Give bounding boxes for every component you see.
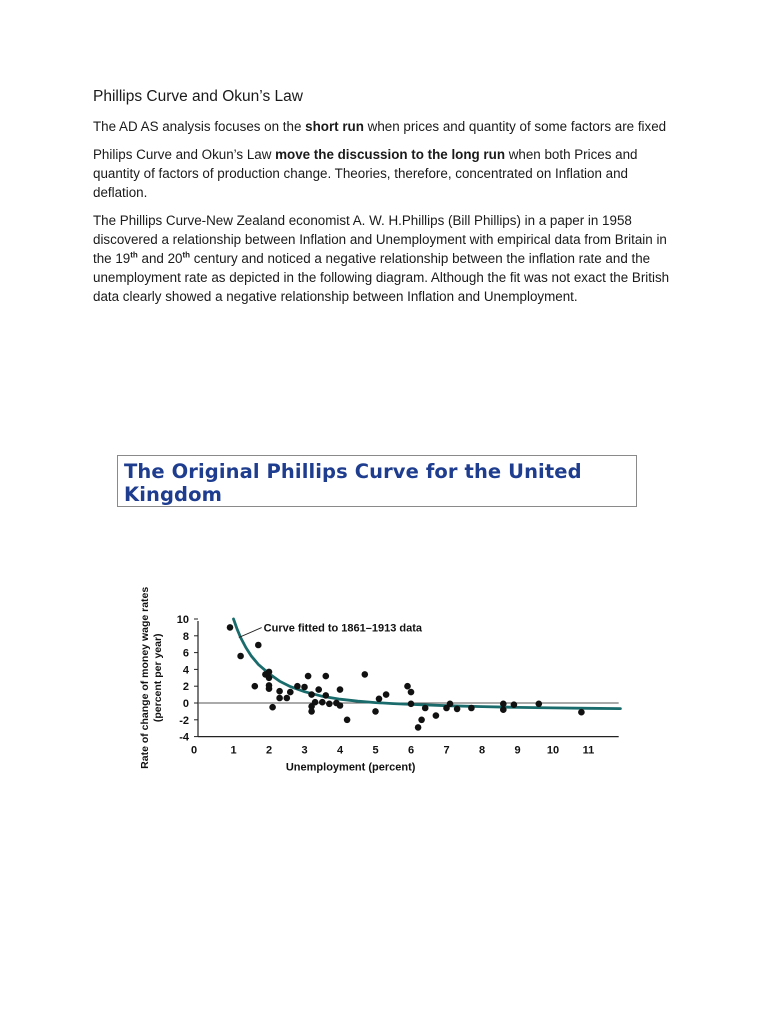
data-point-46 bbox=[500, 706, 507, 713]
x-tick-label-4: 4 bbox=[336, 744, 344, 757]
x-tick-label-3: 3 bbox=[301, 744, 308, 757]
data-point-42 bbox=[447, 701, 454, 708]
data-point-45 bbox=[500, 701, 507, 708]
y-tick-label-8: 8 bbox=[182, 630, 189, 643]
phillips-curve-chart bbox=[110, 453, 645, 823]
data-point-44 bbox=[468, 705, 475, 712]
data-point-6 bbox=[266, 669, 273, 676]
data-point-48 bbox=[536, 701, 543, 708]
data-point-11 bbox=[276, 688, 283, 695]
y-tick-label-0: 0 bbox=[182, 698, 189, 710]
y-tick-label-2: 2 bbox=[182, 681, 189, 694]
y-tick-label-4: 4 bbox=[182, 664, 189, 677]
data-point-43 bbox=[454, 706, 461, 713]
p3-sup-th-20: th bbox=[182, 250, 191, 260]
document-body bbox=[93, 86, 683, 315]
y-tick-label-10: 10 bbox=[176, 614, 189, 626]
data-point-23 bbox=[323, 673, 330, 680]
phillips-curve-figure bbox=[110, 453, 645, 823]
x-tick-label-2: 2 bbox=[265, 744, 273, 757]
curve-annotation: Curve fitted to 1861–1913 data bbox=[263, 622, 423, 635]
data-point-20 bbox=[312, 699, 319, 706]
data-point-21 bbox=[315, 686, 322, 693]
p3-sup-th-19: th bbox=[130, 250, 138, 260]
data-point-31 bbox=[372, 708, 379, 715]
data-point-49 bbox=[578, 709, 585, 716]
data-point-24 bbox=[323, 692, 330, 699]
y-tick-label-6: 6 bbox=[182, 647, 189, 660]
data-point-39 bbox=[422, 705, 429, 712]
chart-title: The Original Phillips Curve for the United Kingdom bbox=[124, 460, 582, 506]
p2-text-c: when both Prices and quantity of factors of production change. Theories, therefore, concentrated on Inflation and deflation. bbox=[93, 147, 638, 200]
x-axis-label: Unemployment (percent) bbox=[285, 761, 416, 774]
p2-bold-long-run: move the discussion to the long run bbox=[275, 147, 505, 162]
p2-text-a: Philips Curve and Okun’s Law bbox=[93, 147, 276, 162]
data-point-2 bbox=[252, 683, 259, 690]
p3-text-b: and 20 bbox=[137, 251, 183, 266]
p3-text-a: The Phillips Curve-New Zealand economist A. W. H.Phillips (Bill Phillips) in a paper in 1958 discovered a relationship between Inflation and Unemployment with empirical data from Britain in the 19 bbox=[93, 213, 667, 266]
data-point-32 bbox=[376, 696, 383, 703]
data-point-12 bbox=[284, 695, 291, 702]
x-tick-label-6: 6 bbox=[407, 744, 415, 757]
x-tick-label-11: 11 bbox=[582, 744, 595, 757]
annotation-leader-line bbox=[239, 628, 262, 638]
x-tick-label-10: 10 bbox=[546, 744, 560, 757]
p1-text-a: The AD AS analysis focuses on the bbox=[93, 119, 306, 134]
data-point-1 bbox=[237, 653, 244, 660]
data-point-10 bbox=[276, 695, 283, 702]
x-tick-label-5: 5 bbox=[372, 744, 379, 757]
x-tick-label-7: 7 bbox=[443, 744, 450, 757]
data-point-5 bbox=[266, 675, 273, 682]
x-tick-label-0: 0 bbox=[190, 744, 198, 757]
y-tick-label--2: -2 bbox=[179, 714, 189, 727]
data-point-33 bbox=[383, 691, 390, 698]
data-point-14 bbox=[294, 683, 301, 690]
data-point-9 bbox=[269, 704, 276, 711]
data-point-38 bbox=[418, 717, 425, 724]
data-point-34 bbox=[404, 683, 411, 690]
data-point-19 bbox=[308, 708, 315, 715]
document-heading: Phillips Curve and Okun’s Law bbox=[93, 88, 303, 105]
data-point-29 bbox=[344, 717, 351, 724]
data-point-17 bbox=[308, 691, 315, 698]
data-point-47 bbox=[511, 701, 518, 708]
data-point-16 bbox=[305, 673, 312, 680]
p1-text-c: when prices and quantity of some factors are fixed bbox=[363, 119, 667, 134]
data-point-22 bbox=[319, 699, 326, 706]
data-point-35 bbox=[408, 689, 415, 696]
y-tick-label--4: -4 bbox=[179, 731, 189, 744]
data-point-8 bbox=[266, 685, 273, 692]
data-point-40 bbox=[433, 712, 440, 719]
p3-text-c: century and noticed a negative relationship between the inflation rate and the unemployment rate as depicted in the following diagram. Although the fit was not exact the British data clearly showed a negative relationship between Inflation and Unemployment. bbox=[93, 251, 670, 304]
paragraph-long-run bbox=[93, 145, 683, 202]
paragraph-ad-as bbox=[93, 117, 683, 136]
data-point-30 bbox=[362, 671, 369, 678]
data-point-13 bbox=[287, 689, 294, 696]
paragraph-phillips-history bbox=[93, 211, 683, 306]
y-axis-label: Rate of change of money wage rates(percent per year) bbox=[139, 586, 164, 769]
data-point-37 bbox=[415, 724, 422, 731]
data-point-27 bbox=[337, 686, 344, 693]
x-tick-label-1: 1 bbox=[230, 744, 237, 757]
data-point-25 bbox=[326, 701, 333, 708]
data-point-36 bbox=[408, 701, 415, 708]
data-point-3 bbox=[255, 642, 262, 649]
x-tick-label-9: 9 bbox=[514, 744, 521, 757]
data-point-0 bbox=[227, 624, 234, 631]
data-point-15 bbox=[301, 684, 308, 691]
p1-bold-short-run: short run bbox=[305, 119, 364, 134]
x-tick-label-8: 8 bbox=[478, 744, 486, 757]
data-point-28 bbox=[337, 702, 344, 709]
